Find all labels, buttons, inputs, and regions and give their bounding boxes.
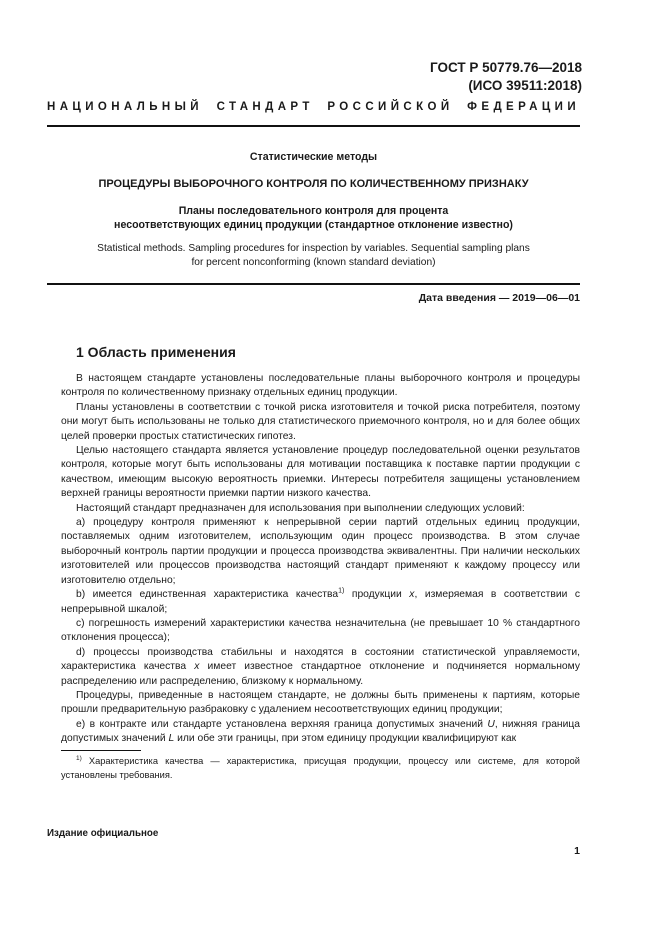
paragraph: Планы установлены в соответствии с точкой риска изготовителя и точкой риска потребителя, поэтому они могут быть использованы не только для статистического приемочного контроля, но и для более общих целей проверки простых статистических гипотез. <box>61 401 580 442</box>
series-title: Статистические методы <box>249 151 378 163</box>
header-rule <box>47 125 580 127</box>
subtitle-line-1: Планы последовательного контроля для процента <box>178 205 449 217</box>
introduction-date: Дата введения — 2019—06—01 <box>418 292 580 304</box>
english-title-line-1: Statistical methods. Sampling procedures for inspection by variables. Sequential sampling plans <box>97 243 530 254</box>
footnote-text: Характеристика качества — характеристика, присущая продукции, процессу или системе, для которой установлены требования. <box>61 756 580 780</box>
footnote-ref[interactable]: 1) <box>338 587 345 595</box>
footnote <box>61 755 580 782</box>
english-title-line-2: for percent nonconforming (known standard deviation) <box>191 257 436 268</box>
condition-d: d) процессы производства стабильны и находятся в состоянии статистической управляемости, характеристика качества x имеет известное стандартное отклонение и подчиняется нормальному распределению или распределению, близкому к нормальному. <box>61 646 580 687</box>
edition-label: Издание официальное <box>47 828 159 839</box>
page-number: 1 <box>574 845 580 857</box>
footnote-rule <box>61 750 141 751</box>
paragraph: В настоящем стандарте установлены последовательные планы выборочного контроля и процедуры контроля по количественному признаку отдельных единиц продукции. <box>61 373 580 399</box>
main-title: ПРОЦЕДУРЫ ВЫБОРОЧНОГО КОНТРОЛЯ ПО КОЛИЧЕСТВЕННОМУ ПРИЗНАКУ <box>98 178 529 190</box>
condition-c: с) погрешность измерений характеристики качества незначительна (не превышает 10 % стандартного отклонения процесса); <box>61 617 580 644</box>
condition-e: е) в контракте или стандарте установлена верхняя граница допустимых значений U, нижняя граница допустимых значений L или обе эти границы, при этом единицу продукции квалифицируют как <box>61 718 580 745</box>
footnote-marker: 1) <box>76 754 82 762</box>
gost-number: ГОСТ Р 50779.76—2018 <box>430 60 582 75</box>
subtitle-line-2: несоответствующих единиц продукции (стандартное отклонение известно) <box>114 219 513 231</box>
paragraph: Целью настоящего стандарта является установление процедур последовательной оценки результатов контроля, которые могут быть использованы для мотивации поставщика к поставке партии продукции с качеством, имеющим высокую вероятность приемки. Интересы потребителя защищены установлением верхней границы вероятности приемки партии низкого качества. <box>61 445 580 500</box>
paragraph: Настоящий стандарт предназначен для использования при выполнении следующих условий: <box>76 502 525 514</box>
paragraph: Процедуры, приведенные в настоящем стандарте, не должны быть применены к партиям, которые прошли предварительную разбраковку с удалением несоответствующих единиц продукции; <box>61 689 580 716</box>
condition-a: а) процедуру контроля применяют к непрерывной серии партий отдельных единиц продукции, поставляемых одним изготовителем, использующим один процесс производства. В этом случае выборочный контроль партии продукции и процесса производства эквивалентны. При наличии нескольких изготовителей или процессов производства настоящий стандарт применяют к каждому процессу или изготовителю отдельно; <box>61 517 580 586</box>
iso-number: (ИСО 39511:2018) <box>468 78 582 93</box>
standard-designation <box>430 59 582 95</box>
section-body <box>61 372 580 747</box>
condition-b: b) имеется единственная характеристика качества$^{1)}$ продукции x, измеряемая в соответствии с непрерывной шкалой; <box>61 587 580 615</box>
section-heading: 1 Область применения <box>76 344 236 360</box>
title-rule <box>47 283 580 285</box>
national-standard-title: НАЦИОНАЛЬНЫЙ СТАНДАРТ РОССИЙСКОЙ ФЕДЕРАЦИИ <box>47 101 580 113</box>
